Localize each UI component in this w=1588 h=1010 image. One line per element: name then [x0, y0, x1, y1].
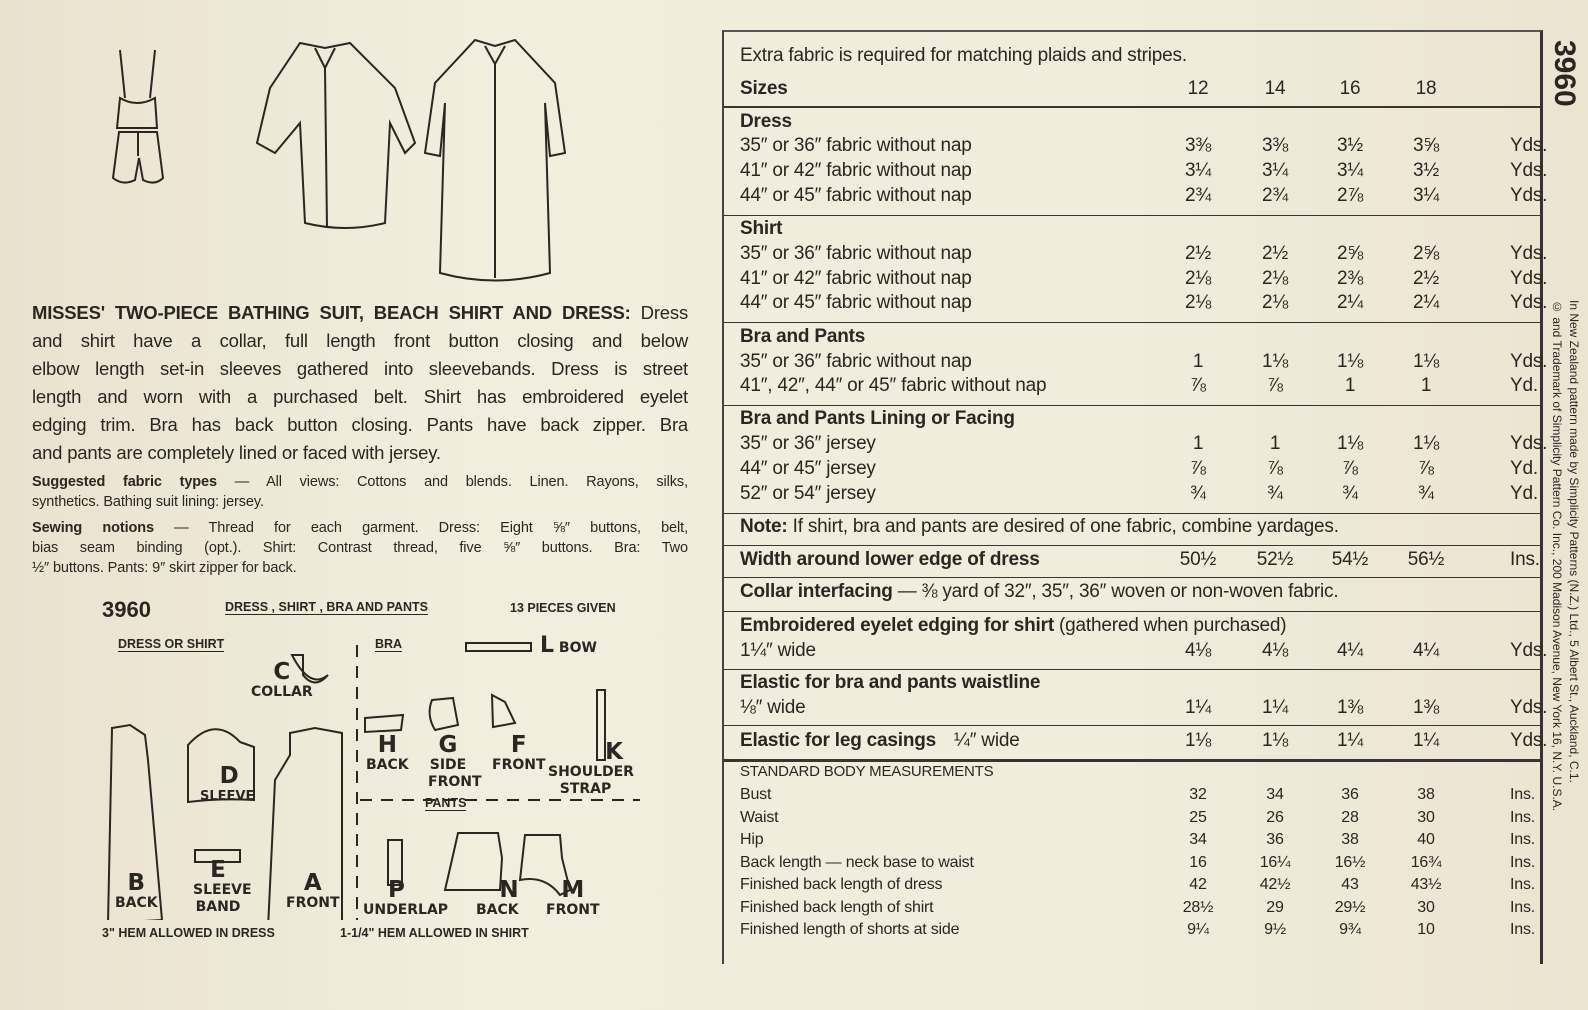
value-cell: 1⅛: [1261, 730, 1288, 751]
value-cell: 1¼: [1261, 697, 1288, 718]
description-line: length and worn with a purchased belt. Shirt has embroidered eyelet: [32, 386, 688, 407]
description-title: MISSES' TWO-PIECE BATHING SUIT, BEACH SHIRT AND DRESS:: [32, 302, 631, 323]
imprint-line: © and Trademark of Simplicity Pattern Co. Inc., 200 Madison Avenue, New York 16, N.Y. U.S.A.: [1550, 300, 1564, 812]
sizes-label: Sizes: [740, 78, 788, 99]
measurement-row: [740, 831, 1535, 855]
notions-line: bias seam binding (opt.). Shirt: Contrast thread, five ⅝″ buttons. Bra: Two: [32, 540, 688, 556]
value-cell: ¾: [1342, 483, 1358, 504]
value-cell: 30: [1417, 808, 1435, 826]
value-cell: 1⅛: [1336, 351, 1363, 372]
piece-a: A FRONT: [286, 870, 340, 911]
table-row: [740, 135, 1548, 159]
width-row: [740, 549, 1540, 573]
description-line: Dress: [630, 302, 688, 323]
value-cell: 1⅜: [1336, 697, 1363, 718]
value-cell: 3½: [1336, 135, 1363, 156]
bra-side-front-piece: [430, 698, 458, 730]
table-row: [740, 351, 1548, 375]
value-cell: 52½: [1256, 549, 1294, 570]
value-cell: 1¼: [1412, 730, 1439, 751]
value-cell: 1: [1192, 433, 1204, 454]
value-cell: 3¼: [1336, 160, 1363, 181]
elastic-waist-title-row: [740, 672, 1530, 696]
value-cell: ¾: [1190, 483, 1206, 504]
row-label: 35″ or 36″ fabric without nap: [740, 243, 972, 264]
piece-e: E SLEEVE BAND: [193, 857, 252, 915]
value-cell: 3⅝: [1412, 135, 1439, 156]
value-cell: 9½: [1264, 921, 1286, 938]
divider: [724, 405, 1540, 406]
value-cell: ⅞: [1267, 375, 1283, 396]
notions-line: ½″ buttons. Pants: 9″ skirt zipper for back.: [32, 560, 297, 576]
measurement-row: [740, 853, 1535, 878]
pieces-title: DRESS , SHIRT , BRA AND PANTS: [225, 600, 429, 614]
group-bra: BRA: [375, 637, 403, 651]
value-cell: ⅞: [1190, 375, 1206, 396]
unit-label: Yd.: [1510, 375, 1538, 396]
row-label: 35″ or 36″ fabric without nap: [740, 351, 972, 372]
row-label: Finished length of shorts at side: [740, 921, 960, 938]
value-cell: 9¾: [1339, 921, 1361, 938]
value-cell: 1⅛: [1412, 351, 1439, 372]
row-label: 44″ or 45″ jersey: [740, 458, 876, 479]
fabric-types-line: synthetics. Bathing suit lining: jersey.: [32, 494, 264, 510]
row-label: Waist: [740, 808, 779, 826]
value-cell: 4⅛: [1184, 640, 1211, 661]
section-title-text: Dress: [740, 111, 792, 132]
group-dress-or-shirt: DRESS OR SHIRT: [118, 637, 225, 651]
value-cell: ⅞: [1190, 458, 1206, 479]
value-cell: 16: [1189, 853, 1207, 871]
unit-label: Yds.: [1510, 292, 1548, 313]
note-title: Note:: [740, 516, 788, 537]
hem-shirt-note: 1-1/4" HEM ALLOWED IN SHIRT: [340, 926, 529, 940]
value-cell: 2¼: [1412, 292, 1439, 313]
table-row: [740, 483, 1538, 507]
value-cell: 3⅜: [1261, 135, 1288, 156]
value-cell: 3¼: [1412, 185, 1439, 206]
value-cell: 2½: [1261, 243, 1288, 264]
row-label: 52″ or 54″ jersey: [740, 483, 876, 504]
value-cell: ⅞: [1342, 458, 1358, 479]
measurement-row: [740, 786, 1535, 810]
value-cell: 10: [1417, 921, 1435, 938]
piece-g: G SIDE FRONT: [428, 732, 482, 790]
value-cell: 16¼: [1259, 853, 1291, 871]
divider: [724, 322, 1540, 323]
fabric-types-line: — All views: Cottons and blends. Linen. Rayons, silks,: [216, 474, 689, 490]
table-row: [740, 458, 1538, 482]
value-cell: 16½: [1334, 853, 1366, 871]
row-title: Elastic for bra and pants waistline: [740, 672, 1041, 693]
value-cell: 50½: [1179, 549, 1217, 570]
note: [740, 516, 1339, 538]
row-label: Width around lower edge of dress: [740, 549, 1040, 570]
piece-n: N BACK: [476, 877, 519, 918]
unit-label: Ins.: [1510, 898, 1535, 916]
bra-front-piece: [492, 695, 515, 727]
value-cell: 2⅝: [1412, 243, 1439, 264]
table-row: [740, 640, 1548, 664]
value-cell: 1: [1420, 375, 1432, 396]
unit-label: Yds.: [1510, 160, 1548, 181]
piece-p: P UNDERLAP: [363, 877, 449, 918]
value-cell: 4⅛: [1261, 640, 1288, 661]
collar-row: [740, 581, 1530, 605]
table-row: [740, 292, 1548, 316]
value-cell: 16¾: [1410, 853, 1442, 871]
table-row: [740, 268, 1548, 292]
row-label: Finished back length of dress: [740, 876, 943, 893]
value-cell: 28: [1341, 808, 1359, 826]
section-title-text: Bra and Pants: [740, 326, 866, 347]
value-cell: 1: [1192, 351, 1204, 372]
sizes-header: [740, 78, 1530, 102]
value-cell: 3½: [1412, 160, 1439, 181]
eyelet-title: Embroidered eyelet edging for shirt: [740, 615, 1054, 636]
table-row: [740, 433, 1548, 457]
group-pants: PANTS: [425, 796, 467, 810]
unit-label: Yds.: [1510, 697, 1548, 718]
fabric-types: [32, 472, 688, 512]
row-label: Back length — neck base to waist: [740, 853, 974, 871]
value-cell: 4¼: [1336, 640, 1363, 661]
value-cell: ⅞: [1418, 458, 1434, 479]
description-line: and pants are completely lined or faced with jersey.: [32, 442, 441, 463]
imprint-line: In New Zealand pattern made by Simplicity Patterns (N.Z.) Ltd., 5 Albert St., Auckland, C.1.: [1567, 300, 1581, 783]
divider: [724, 577, 1540, 578]
section-title: [740, 111, 1530, 135]
value-cell: 2¾: [1261, 185, 1288, 206]
elastic-leg-row: [740, 730, 1548, 754]
value-cell: 2¾: [1184, 185, 1211, 206]
piece-l: L BOW: [540, 633, 597, 658]
value-cell: 14: [1264, 78, 1286, 99]
intro-row: [740, 45, 1530, 69]
value-cell: 38: [1417, 786, 1435, 803]
value-cell: 43: [1341, 876, 1359, 893]
value-cell: 2⅜: [1336, 268, 1363, 289]
measurements-title: [740, 763, 1530, 787]
value-cell: 1¼: [1336, 730, 1363, 751]
value-cell: 43½: [1410, 876, 1442, 893]
row-label: Bust: [740, 786, 772, 803]
value-cell: 36: [1266, 831, 1284, 848]
description-line: elbow length set-in sleeves gathered into sleevebands. Dress is street: [32, 358, 688, 379]
value-cell: 1⅛: [1261, 351, 1288, 372]
measurement-row: [740, 808, 1535, 833]
value-cell: 1⅜: [1412, 697, 1439, 718]
value-cell: 29: [1266, 898, 1284, 916]
unit-label: Yd.: [1510, 483, 1538, 504]
table-row: [740, 243, 1548, 267]
note-row: [740, 516, 1530, 540]
value-cell: 2⅛: [1184, 292, 1211, 313]
description: [32, 299, 688, 467]
value-cell: 2⅛: [1261, 292, 1288, 313]
value-cell: 2¼: [1336, 292, 1363, 313]
side-pattern-number: 3960: [1548, 40, 1581, 107]
value-cell: 34: [1189, 831, 1207, 848]
notions-line: — Thread for each garment. Dress: Eight ⅝″ buttons, belt,: [154, 520, 688, 536]
row-label: 41″, 42″, 44″ or 45″ fabric without nap: [740, 375, 1047, 396]
value-cell: 1: [1344, 375, 1356, 396]
unit-label: Ins.: [1510, 921, 1535, 938]
value-cell: 54½: [1331, 549, 1369, 570]
value-cell: 3¼: [1261, 160, 1288, 181]
row-label: 41″ or 42″ fabric without nap: [740, 160, 972, 181]
row-title: Elastic for leg casings: [740, 730, 937, 751]
bra-back-piece: [365, 715, 403, 732]
value-cell: 2⅛: [1261, 268, 1288, 289]
value-cell: 2⅝: [1336, 243, 1363, 264]
value-cell: 42: [1189, 876, 1207, 893]
value-cell: 25: [1189, 808, 1207, 826]
intro-text: Extra fabric is required for matching plaids and stripes.: [740, 45, 1187, 66]
row-label: 44″ or 45″ fabric without nap: [740, 185, 972, 206]
row-label: 35″ or 36″ jersey: [740, 433, 876, 454]
unit-label: Yd.: [1510, 458, 1538, 479]
piece-c: C COLLAR: [251, 659, 313, 700]
value-cell: 9¼: [1187, 921, 1209, 938]
note-text: If shirt, bra and pants are desired of one fabric, combine yardages.: [787, 516, 1339, 537]
unit-label: Ins.: [1510, 876, 1535, 893]
value-cell: 2⅛: [1184, 268, 1211, 289]
unit-label: Yds.: [1510, 185, 1548, 206]
row-label: Finished back length of shirt: [740, 898, 934, 916]
value-cell: 30: [1417, 898, 1435, 916]
unit-label: Yds.: [1510, 351, 1548, 372]
bow-piece: [466, 643, 531, 651]
eyelet: [740, 615, 1286, 637]
unit-label: Ins.: [1510, 549, 1540, 570]
value-cell: 1: [1269, 433, 1281, 454]
piece-d: D SLEEVE: [200, 763, 255, 804]
table-row: [740, 697, 1548, 721]
piece-k: K SHOULDER STRAP: [548, 739, 634, 797]
pieces-number: 3960: [102, 597, 151, 622]
description-line: and shirt have a collar, full length front button closing and below: [32, 330, 688, 351]
table-row: [740, 185, 1548, 209]
value-cell: 2½: [1184, 243, 1211, 264]
notions-title: Sewing notions: [32, 520, 154, 536]
hem-dress-note: 3" HEM ALLOWED IN DRESS: [102, 926, 275, 940]
value-cell: 3⅜: [1184, 135, 1211, 156]
garment-sketches: [95, 28, 655, 288]
value-cell: 42½: [1259, 876, 1291, 893]
row-label: 1¼″ wide: [740, 640, 816, 661]
unit-label: Yds.: [1510, 135, 1548, 156]
shirt-sketch: [257, 43, 415, 228]
eyelet-note: (gathered when purchased): [1053, 615, 1287, 636]
value-cell: 40: [1417, 831, 1435, 848]
table-row: [740, 160, 1548, 184]
row-label: 41″ or 42″ fabric without nap: [740, 268, 972, 289]
elastic-leg-label: [740, 730, 1020, 752]
value-cell: 1⅛: [1412, 433, 1439, 454]
section-title: [740, 326, 1530, 350]
piece-f: F FRONT: [492, 732, 546, 773]
section-title-text: Bra and Pants Lining or Facing: [740, 408, 1015, 429]
fabric-types-title: Suggested fabric types: [32, 474, 217, 490]
collar-title: Collar interfacing: [740, 581, 893, 602]
row-label: 44″ or 45″ fabric without nap: [740, 292, 972, 313]
value-cell: 1⅛: [1184, 730, 1211, 751]
divider: [724, 545, 1540, 546]
section-title: [740, 218, 1530, 242]
value-cell: 1¼: [1184, 697, 1211, 718]
divider: [724, 725, 1540, 726]
description-line: edging trim. Bra has back button closing. Pants have back zipper. Bra: [32, 414, 688, 435]
value-cell: 4¼: [1412, 640, 1439, 661]
value-cell: ¾: [1418, 483, 1434, 504]
bathing-suit-sketch: [113, 50, 163, 183]
section-title-text: Shirt: [740, 218, 783, 239]
divider: [724, 759, 1540, 762]
value-cell: 38: [1341, 831, 1359, 848]
row-label: ¼″ wide: [954, 730, 1020, 751]
value-cell: 2½: [1412, 268, 1439, 289]
divider: [724, 669, 1540, 670]
value-cell: 28½: [1182, 898, 1214, 916]
pieces-count: 13 PIECES GIVEN: [510, 601, 616, 615]
piece-h: H BACK: [366, 732, 409, 773]
piece-b: B BACK: [115, 870, 158, 911]
value-cell: 56½: [1407, 549, 1445, 570]
value-cell: 3¼: [1184, 160, 1211, 181]
measurement-row: [740, 898, 1535, 923]
divider: [724, 611, 1540, 612]
divider: [724, 513, 1540, 514]
unit-label: Yds.: [1510, 243, 1548, 264]
section-title: [740, 408, 1530, 432]
value-cell: 18: [1415, 78, 1437, 99]
imprint: [1548, 300, 1582, 980]
dress-sketch: [425, 40, 565, 281]
unit-label: Ins.: [1510, 786, 1535, 803]
divider: [724, 215, 1540, 216]
value-cell: 12: [1187, 78, 1209, 99]
value-cell: 16: [1339, 78, 1361, 99]
measurements-title-text: STANDARD BODY MEASUREMENTS: [740, 763, 994, 780]
yardage-chart: [722, 30, 1548, 964]
unit-label: Ins.: [1510, 853, 1535, 871]
piece-m: M FRONT: [546, 877, 600, 918]
collar: [740, 581, 1338, 603]
value-cell: ⅞: [1267, 458, 1283, 479]
collar-text: — ⅜ yard of 32″, 35″, 36″ woven or non-woven fabric.: [892, 581, 1339, 602]
row-label: 35″ or 36″ fabric without nap: [740, 135, 972, 156]
value-cell: 36: [1341, 786, 1359, 803]
value-cell: 1⅛: [1336, 433, 1363, 454]
value-cell: 2⅞: [1336, 185, 1363, 206]
measurement-row: [740, 876, 1535, 900]
eyelet-title-row: [740, 615, 1530, 639]
unit-label: Yds.: [1510, 730, 1548, 751]
table-row: [740, 375, 1538, 399]
value-cell: 29½: [1334, 898, 1366, 916]
unit-label: Yds.: [1510, 640, 1548, 661]
measurement-row: [740, 921, 1535, 945]
value-cell: 26: [1266, 808, 1284, 826]
divider: [724, 106, 1540, 108]
unit-label: Ins.: [1510, 808, 1535, 826]
unit-label: Yds.: [1510, 433, 1548, 454]
unit-label: Ins.: [1510, 831, 1535, 848]
row-label: ⅛″ wide: [740, 697, 806, 718]
row-label: Hip: [740, 831, 764, 848]
value-cell: 34: [1266, 786, 1284, 803]
unit-label: Yds.: [1510, 268, 1548, 289]
sewing-notions: [32, 518, 688, 578]
value-cell: ¾: [1267, 483, 1283, 504]
value-cell: 32: [1189, 786, 1207, 803]
